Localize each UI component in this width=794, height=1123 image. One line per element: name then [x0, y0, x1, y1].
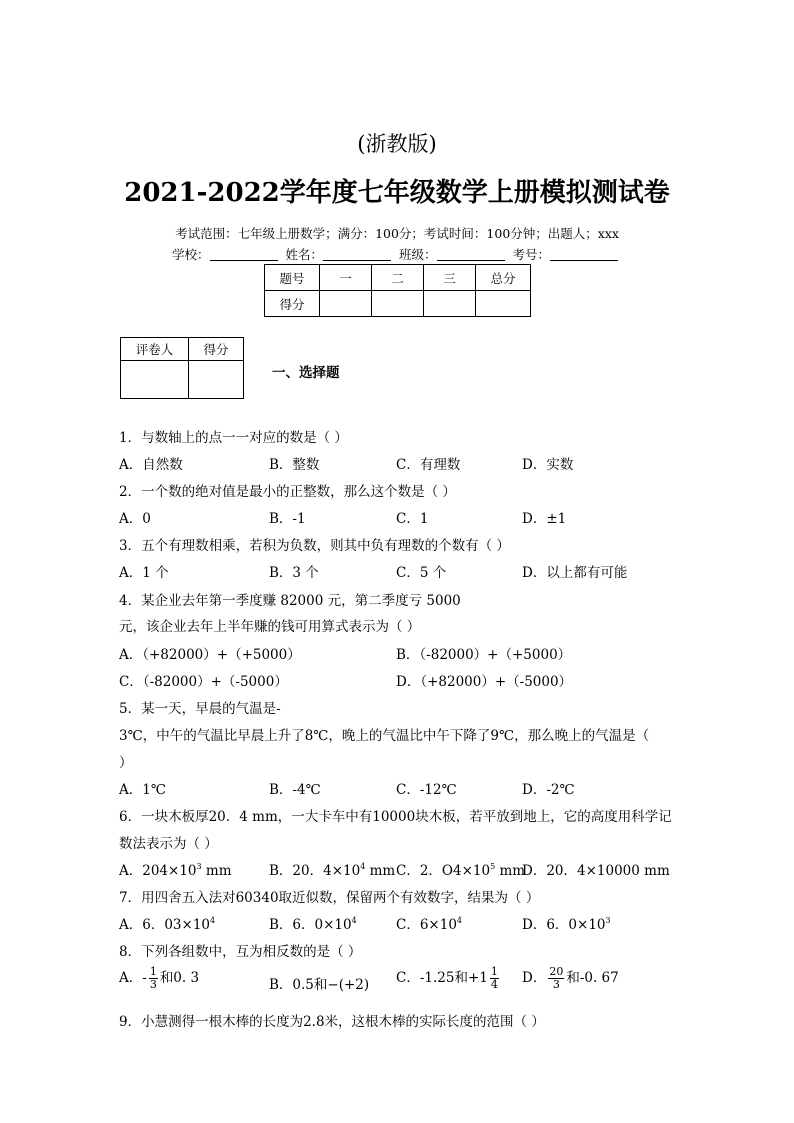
q7-d-exponent: 3 — [605, 916, 611, 925]
q7-a-base: A．6．03×10 — [119, 917, 211, 933]
q8-c-numerator: 1 — [490, 965, 498, 978]
exam-number-label: 考号： — [512, 247, 550, 262]
score-header-cell: 总分 — [476, 265, 531, 291]
q3-option-a: A．1 个 — [119, 565, 169, 581]
question-7: 7．用四舍五入法对60340取近似数，保留两个有效数字，结果为（ ） — [119, 890, 540, 906]
q1-option-a: A．自然数 — [119, 457, 183, 473]
question-3: 3．五个有理数相乘，若积为负数，则其中负有理数的个数有（ ） — [119, 538, 510, 554]
q3-option-b: B．3 个 — [269, 565, 319, 581]
score-row-label: 得分 — [265, 291, 320, 317]
q8-a-suffix: 和0. 3 — [159, 970, 200, 986]
q8-d-numerator: 20 — [549, 965, 564, 978]
q8-option-c — [396, 966, 501, 991]
edition-subtitle: (浙教版) — [357, 132, 437, 156]
question-4-line-2: 元，该企业去年上半年赚的钱可用算式表示为（ ） — [119, 619, 421, 635]
q7-b-base: B．6．0×10 — [269, 917, 352, 933]
q5-option-d: D．-2℃ — [522, 782, 575, 798]
q6-a-base: A．204×10 — [119, 863, 197, 879]
exam-info: 考试范围：七年级上册数学；满分：100分；考试时间：100分钟；出题人；xxx — [175, 226, 619, 241]
school-blank[interactable] — [210, 248, 278, 261]
q7-c-base: C．6×10 — [396, 917, 457, 933]
q6-option-d: D．20．4×10000 mm — [522, 863, 670, 879]
score-table-row — [265, 291, 531, 317]
q8-d-fraction — [548, 966, 564, 991]
q8-a-denominator: 3 — [149, 978, 157, 991]
q1-option-d: D．实数 — [522, 457, 574, 473]
grader-header-cell: 得分 — [189, 338, 244, 361]
score-header-cell: 二 — [372, 265, 424, 291]
question-5-line-2: 3℃，中午的气温比早晨上升了8℃，晚上的气温比中午下降了9℃，那么晚上的气温是（ — [119, 728, 650, 744]
exam-title: 2021-2022学年度七年级数学上册模拟测试卷 — [124, 178, 670, 208]
student-fields — [0, 245, 794, 263]
q6-option-a — [119, 859, 232, 879]
grader-table — [120, 337, 244, 399]
question-6-line-2: 数法表示为（ ） — [119, 836, 218, 852]
q4-option-c: C．（-82000）+（-5000） — [119, 674, 288, 690]
q6-a-unit: mm — [201, 863, 232, 879]
q6-c-base: C．2．O4×10 — [396, 863, 491, 879]
q7-option-a — [119, 913, 215, 933]
question-5-line-3: ） — [119, 755, 133, 771]
score-cell[interactable] — [372, 291, 424, 317]
q2-option-d: D．±1 — [522, 511, 567, 527]
q8-a-prefix: A．- — [119, 970, 147, 986]
grader-cell[interactable] — [121, 361, 189, 399]
q8-d-denominator: 3 — [552, 978, 560, 991]
q1-option-b: B．整数 — [269, 457, 320, 473]
q7-d-base: D．6．0×10 — [522, 917, 606, 933]
score-header-cell: 三 — [424, 265, 476, 291]
name-label: 姓名： — [285, 247, 323, 262]
section-title: 一、选择题 — [272, 365, 340, 381]
question-8: 8．下列各组数中，互为相反数的是（ ） — [119, 944, 362, 960]
q6-c-exponent: 5 — [490, 862, 496, 871]
score-cell[interactable] — [424, 291, 476, 317]
q8-c-prefix: C．-1.25和+1 — [396, 970, 488, 986]
grader-header-cell: 评卷人 — [121, 338, 189, 361]
q4-option-b: B．（-82000）+（+5000） — [396, 647, 572, 663]
q8-a-fraction — [149, 966, 158, 991]
q6-c-unit: mm — [495, 863, 526, 879]
question-2: 2．一个数的绝对值是最小的正整数，那么这个数是（ ） — [119, 484, 456, 500]
q6-b-exponent: 4 — [360, 862, 366, 871]
question-5-line-1: 5．某一天，早晨的气温是- — [119, 701, 281, 717]
q6-option-c — [396, 859, 525, 879]
q1-option-c: C．有理数 — [396, 457, 461, 473]
question-1: 1．与数轴上的点一一对应的数是（ ） — [119, 430, 348, 446]
q4-option-a: A．（+82000）+（+5000） — [119, 647, 301, 663]
q7-a-exponent: 4 — [210, 916, 216, 925]
grader-table-row — [121, 361, 244, 399]
exam-number-blank[interactable] — [550, 248, 618, 261]
score-table-header-row — [265, 265, 531, 291]
q3-option-d: D．以上都有可能 — [522, 565, 628, 581]
question-6-line-1: 6．一块木板厚20．4 mm，一大卡车中有10000块木板，若平放到地上，它的高度用科学记 — [119, 809, 672, 825]
q8-d-suffix: 和-0. 67 — [566, 970, 619, 986]
question-9: 9．小慧测得一根木棒的长度为2.8米，这根木棒的实际长度的范围（ ） — [119, 1014, 545, 1030]
q8-option-b: B．0.5和−(+2) — [269, 977, 370, 993]
q2-option-c: C．1 — [396, 511, 429, 527]
q8-c-denominator: 4 — [490, 978, 498, 991]
q8-a-numerator: 1 — [149, 965, 157, 978]
q3-option-c: C．5 个 — [396, 565, 447, 581]
q2-option-b: B．-1 — [269, 511, 306, 527]
q5-option-b: B．-4℃ — [269, 782, 321, 798]
q6-b-unit: mm — [365, 863, 396, 879]
q7-b-exponent: 4 — [351, 916, 357, 925]
score-header-cell: 一 — [320, 265, 372, 291]
q8-option-d — [522, 966, 619, 991]
q8-d-prefix: D． — [522, 970, 547, 986]
school-label: 学校： — [171, 247, 210, 262]
class-label: 班级： — [398, 247, 437, 262]
grader-cell[interactable] — [189, 361, 244, 399]
class-blank[interactable] — [437, 248, 505, 261]
q8-option-a — [119, 966, 199, 991]
question-4-line-1: 4．某企业去年第一季度赚 82000 元，第二季度亏 5000 — [119, 593, 461, 609]
score-table — [264, 264, 531, 317]
q4-option-d: D．（+82000）+（-5000） — [396, 674, 573, 690]
q7-option-d — [522, 913, 611, 933]
q7-c-exponent: 4 — [456, 916, 463, 925]
score-header-cell: 题号 — [265, 265, 320, 291]
score-cell[interactable] — [320, 291, 372, 317]
score-cell[interactable] — [476, 291, 531, 317]
q6-option-b — [269, 859, 395, 879]
name-blank[interactable] — [323, 248, 391, 261]
q6-a-exponent: 3 — [196, 862, 202, 871]
q7-option-c — [396, 913, 462, 933]
q6-b-base: B．20．4×10 — [269, 863, 361, 879]
q2-option-a: A．0 — [119, 511, 151, 527]
q7-option-b — [269, 913, 357, 933]
grader-table-header-row — [121, 338, 244, 361]
q5-option-c: C．-12℃ — [396, 782, 457, 798]
q8-c-fraction — [490, 966, 499, 991]
q5-option-a: A．1℃ — [119, 782, 166, 798]
